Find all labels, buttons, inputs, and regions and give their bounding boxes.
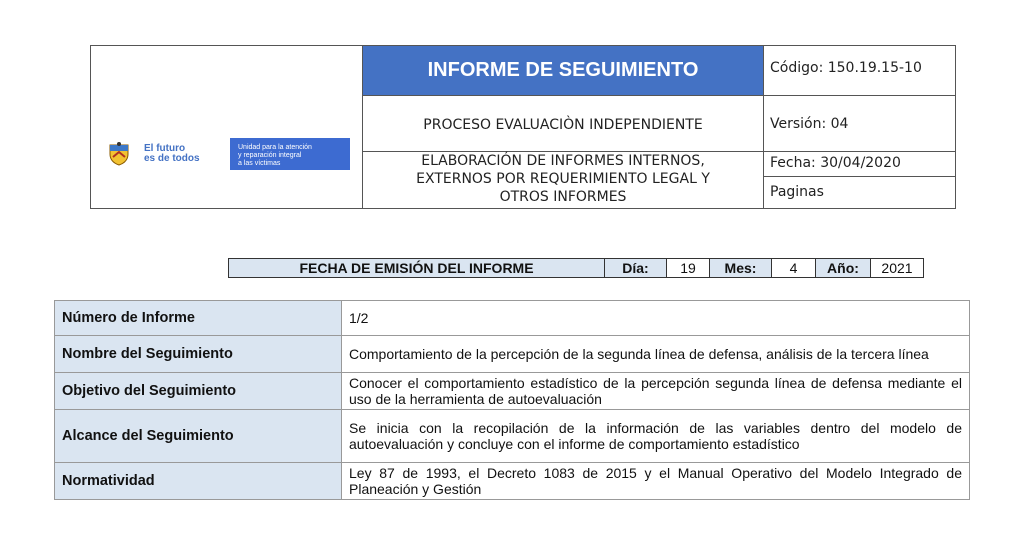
- table-row: [55, 373, 970, 410]
- mes-value: 4: [772, 259, 816, 277]
- logo: [100, 138, 350, 170]
- divider: [763, 46, 764, 208]
- row-value: 1/2: [342, 301, 970, 336]
- table-row: [55, 463, 970, 500]
- dia-value: 19: [667, 259, 710, 277]
- emission-label: FECHA DE EMISIÓN DEL INFORME: [229, 259, 605, 277]
- document-header: [90, 45, 956, 209]
- dia-label: Día:: [605, 259, 667, 277]
- coat-of-arms-icon: [108, 142, 130, 166]
- row-label: Normatividad: [55, 463, 342, 500]
- table-row: [55, 301, 970, 336]
- government-logo: [100, 138, 230, 170]
- row-value: Conocer el comportamiento estadístico de la percepción segunda línea de defensa mediante el uso de la herramienta de autoevaluación: [342, 373, 970, 410]
- row-value: Ley 87 de 1993, el Decreto 1083 de 2015 y el Manual Operativo del Modelo Integrado de Planeación y Gestión: [342, 463, 970, 500]
- anio-value: 2021: [881, 260, 913, 276]
- table-row: [55, 410, 970, 463]
- report-info-table: [54, 300, 970, 500]
- anio-label: Año:: [816, 259, 871, 277]
- row-value: Se inicia con la recopilación de la información de las variables dentro del modelo de autoevaluación y concluye con el informe de comportamiento estadístico: [342, 410, 970, 463]
- divider: [763, 176, 955, 177]
- elaboracion-value: ELABORACIÓN DE INFORMES INTERNOS, EXTERNOS POR REQUERIMIENTO LEGAL Y OTROS INFORMES: [416, 153, 710, 205]
- unidad-victimas-logo: Unidad para la atención y reparación integral a las víctimas: [230, 138, 350, 170]
- paginas-value: Paginas: [770, 184, 824, 200]
- fecha-value: Fecha: 30/04/2020: [770, 155, 901, 171]
- row-label: Nombre del Seguimiento: [55, 336, 342, 373]
- proceso-value: PROCESO EVALUACIÒN INDEPENDIENTE: [423, 117, 703, 133]
- mes-label: Mes:: [710, 259, 772, 277]
- table-row: [55, 336, 970, 373]
- emission-date-row: [228, 258, 924, 278]
- row-label: Objetivo del Seguimiento: [55, 373, 342, 410]
- document-title: INFORME DE SEGUIMIENTO: [363, 46, 763, 95]
- logo-slogan: El futuro es de todos: [144, 143, 200, 164]
- version-value: Versión: 04: [770, 116, 849, 132]
- row-label: Alcance del Seguimiento: [55, 410, 342, 463]
- row-label: Número de Informe: [55, 301, 342, 336]
- codigo-value: Código: 150.19.15-10: [770, 60, 922, 76]
- row-value: Comportamiento de la percepción de la segunda línea de defensa, análisis de la tercera línea: [342, 336, 970, 373]
- divider: [362, 95, 955, 96]
